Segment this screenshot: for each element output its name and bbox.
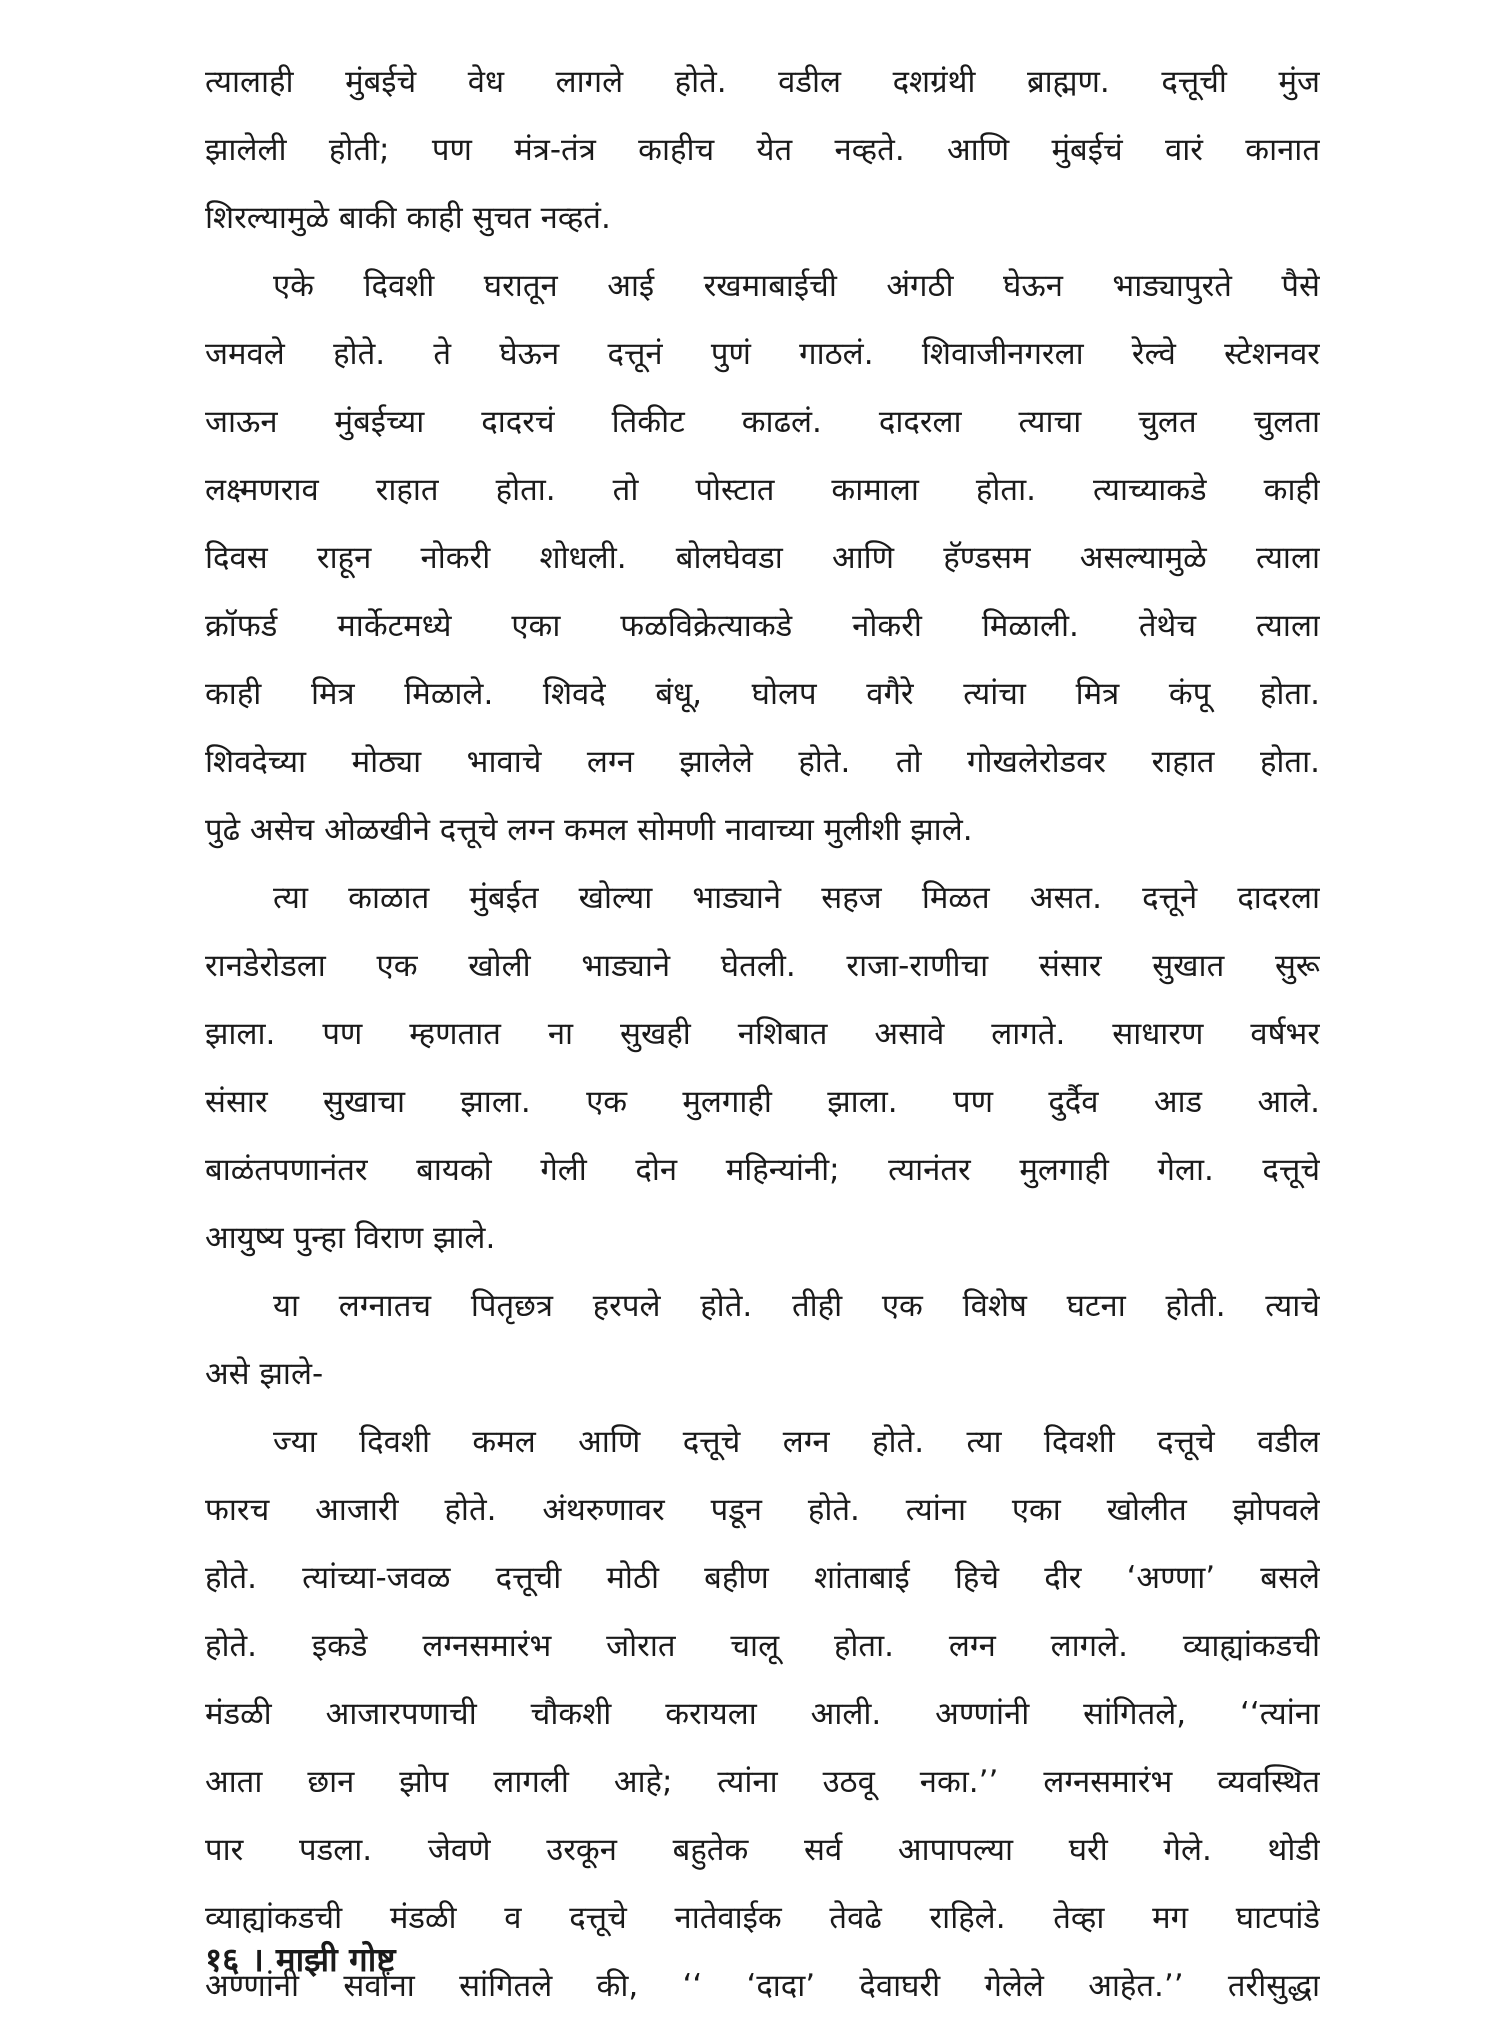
text-line: पार पडला. जेवणे उरकून बहुतेक सर्व आपापल्या घरी गेले. थोडी [205, 1832, 1320, 1868]
paragraph [205, 1408, 1320, 2020]
text-line: बाळंतपणानंतर बायको गेली दोन महिन्यांनी; त्यानंतर मुलगाही गेला. दत्तूचे [205, 1152, 1320, 1188]
page-number: १६ [205, 1940, 240, 1979]
text-line: आता छान झोप लागली आहे; त्यांना उठवू नका.’’ लग्नसमारंभ व्यवस्थित [205, 1764, 1320, 1800]
text-line: काही मित्र मिळाले. शिवदे बंधू, घोलप वगैरे त्यांचा मित्र कंपू होता. [205, 676, 1320, 712]
book-title: माझी गोष्ट [275, 1940, 396, 1979]
text-line: त्या काळात मुंबईत खोल्या भाड्याने सहज मिळत असत. दत्तूने दादरला [273, 880, 1320, 916]
text-line: असे झाले- [205, 1356, 324, 1392]
text-line: एके दिवशी घरातून आई रखमाबाईची अंगठी घेऊन भाड्यापुरते पैसे [273, 268, 1320, 304]
text-line: झाला. पण म्हणतात ना सुखही नशिबात असावे लागते. साधारण वर्षभर [205, 1016, 1320, 1052]
text-line: मंडळी आजारपणाची चौकशी करायला आली. अण्णांनी सांगितले, ‘‘त्यांना [205, 1696, 1320, 1732]
text-line: होते. त्यांच्या-जवळ दत्तूची मोठी बहीण शांताबाई हिचे दीर ‘अण्णा’ बसले [205, 1560, 1320, 1596]
text-line: अण्णांनी सर्वांना सांगितले की, ‘‘ ‘दादा’ देवाघरी गेलेले आहेत.’’ तरीसुद्धा [205, 1968, 1320, 2004]
text-line: फारच आजारी होते. अंथरुणावर पडून होते. त्यांना एका खोलीत झोपवले [205, 1492, 1320, 1528]
text-line: रानडेरोडला एक खोली भाड्याने घेतली. राजा-राणीचा संसार सुखात सुरू [205, 948, 1320, 984]
text-line: जाऊन मुंबईच्या दादरचं तिकीट काढलं. दादरला त्याचा चुलत चुलता [205, 404, 1320, 440]
text-line: पुढे असेच ओळखीने दत्तूचे लग्न कमल सोमणी नावाच्या मुलीशी झाले. [205, 812, 973, 848]
text-line: शिवदेच्या मोठ्या भावाचे लग्न झालेले होते. तो गोखलेरोडवर राहात होता. [205, 744, 1320, 780]
paragraph [205, 48, 1320, 252]
text-line: झालेली होती; पण मंत्र-तंत्र काहीच येत नव्हते. आणि मुंबईचं वारं कानात [205, 132, 1320, 168]
text-line: त्यालाही मुंबईचे वेध लागले होते. वडील दशग्रंथी ब्राह्मण. दत्तूची मुंज [205, 64, 1320, 100]
text-line: होते. इकडे लग्नसमारंभ जोरात चालू होता. लग्न लागले. व्याह्यांकडची [205, 1628, 1320, 1664]
page-body [205, 48, 1320, 2020]
text-line: संसार सुखाचा झाला. एक मुलगाही झाला. पण दुर्दैव आड आले. [205, 1084, 1320, 1120]
text-line: क्रॉफर्ड मार्केटमध्ये एका फळविक्रेत्याकडे नोकरी मिळाली. तेथेच त्याला [205, 608, 1320, 644]
page-footer [205, 1936, 396, 1981]
text-line: दिवस राहून नोकरी शोधली. बोलघेवडा आणि हॅण्डसम असल्यामुळे त्याला [205, 540, 1320, 576]
text-line: जमवले होते. ते घेऊन दत्तूनं पुणं गाठलं. शिवाजीनगरला रेल्वे स्टेशनवर [205, 336, 1320, 372]
paragraph [205, 864, 1320, 1272]
text-line: व्याह्यांकडची मंडळी व दत्तूचे नातेवाईक तेवढे राहिले. तेव्हा मग घाटपांडे [205, 1900, 1320, 1936]
text-line: शिरल्यामुळे बाकी काही सुचत नव्हतं. [205, 200, 611, 236]
footer-separator: । [251, 1940, 264, 1979]
text-line: या लग्नातच पितृछत्र हरपले होते. तीही एक विशेष घटना होती. त्याचे [273, 1288, 1320, 1324]
paragraph [205, 1272, 1320, 1408]
paragraph [205, 252, 1320, 864]
text-line: ज्या दिवशी कमल आणि दत्तूचे लग्न होते. त्या दिवशी दत्तूचे वडील [273, 1424, 1320, 1460]
text-line: लक्ष्मणराव राहात होता. तो पोस्टात कामाला होता. त्याच्याकडे काही [205, 472, 1320, 508]
text-line: आयुष्य पुन्हा विराण झाले. [205, 1220, 496, 1256]
